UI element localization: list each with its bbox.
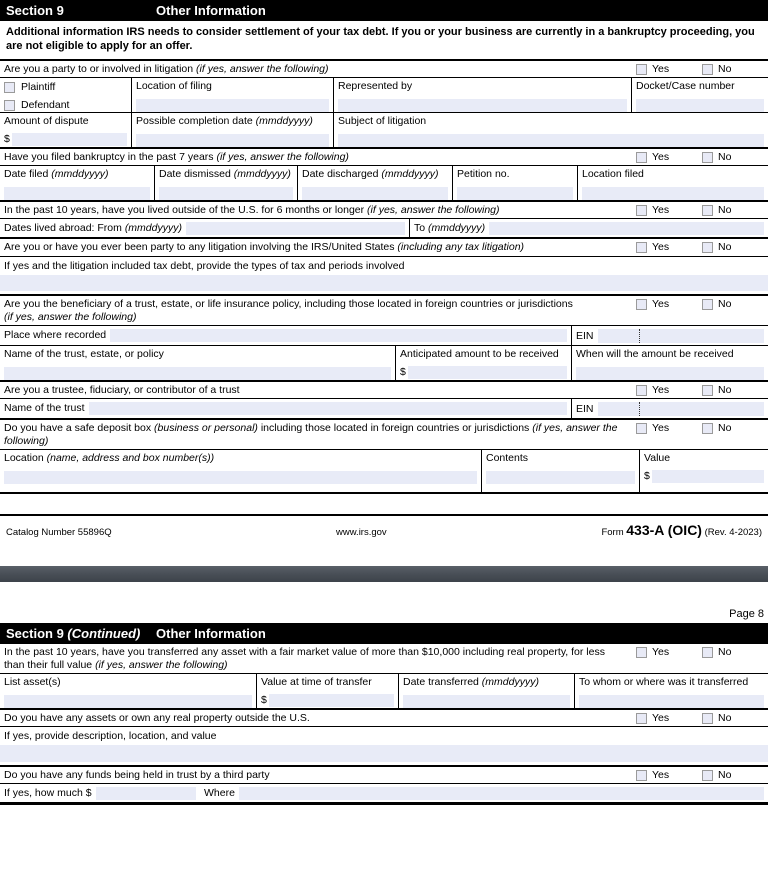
checkbox-icon[interactable] <box>636 423 647 434</box>
date-transferred-input[interactable] <box>403 695 570 708</box>
checkbox-icon[interactable] <box>702 152 713 163</box>
funds-where-label: Where <box>204 787 235 799</box>
checkbox-icon[interactable] <box>702 423 713 434</box>
checkbox-icon[interactable] <box>702 299 713 310</box>
name-of-trust-input[interactable] <box>89 402 567 415</box>
tax-debt-note-label: If yes and the litigation included tax debt, provide the types of tax and periods involved <box>4 260 405 272</box>
abroad-to-cell <box>410 219 768 237</box>
funds-in-trust-yes-label: Yes <box>652 769 670 781</box>
value-at-transfer-cell <box>257 674 399 708</box>
when-received-label: When will the amount be received <box>576 348 734 360</box>
foreign-assets-no-label: No <box>718 712 732 724</box>
ein-input[interactable] <box>598 329 764 343</box>
bankruptcy-no-label: No <box>718 151 732 163</box>
place-recorded-input[interactable] <box>110 329 567 342</box>
docket-case-number-input[interactable] <box>636 99 764 112</box>
funds-in-trust-no-label: No <box>718 769 732 781</box>
abroad-to-input[interactable] <box>489 222 764 235</box>
question-safe-deposit-label2: including those located in foreign countries or jurisdictions <box>257 422 533 434</box>
to-whom-transferred-label: To whom or where was it transferred <box>579 676 749 688</box>
litigation-dispute-row <box>0 113 768 149</box>
asset-transfer-no-option[interactable] <box>702 646 764 659</box>
date-discharged-hint: (mmddyyyy) <box>381 168 439 180</box>
date-filed-hint: (mmddyyyy) <box>51 168 109 180</box>
anticipated-amount-input[interactable] <box>408 366 567 379</box>
funds-how-much-input[interactable] <box>96 787 196 800</box>
name-of-trust-estate-input[interactable] <box>4 367 391 380</box>
question-bankruptcy-text <box>4 151 636 164</box>
location-of-filing-input[interactable] <box>136 99 329 112</box>
ein-label: EIN <box>576 402 594 415</box>
form-word: Form <box>601 527 627 538</box>
checkbox-icon[interactable] <box>636 647 647 658</box>
when-received-cell <box>572 346 768 380</box>
represented-by-input[interactable] <box>338 99 627 112</box>
yesno-lived-abroad <box>636 204 764 217</box>
funds-how-much-cell <box>0 784 200 802</box>
safe-deposit-no-label: No <box>718 422 732 434</box>
subject-of-litigation-input[interactable] <box>338 134 764 147</box>
foreign-assets-note-block <box>0 727 768 767</box>
yesno-foreign-assets <box>636 712 764 725</box>
question-beneficiary-label: Are you the beneficiary of a trust, estate, or life insurance policy, including those located in foreign countries or jurisdictions <box>4 298 573 310</box>
question-irs-litigation-hint: (including any tax litigation) <box>397 241 525 253</box>
question-trustee-row <box>0 382 768 399</box>
question-asset-transfer-label: In the past 10 years, have you transferred any asset with a fair market value of more than $10,000 including real property, for less than their full value <box>4 646 605 671</box>
date-transferred-hint: (mmddyyyy) <box>481 676 539 688</box>
ein-prefix-input[interactable] <box>598 402 640 416</box>
abroad-to-label: To <box>414 222 429 234</box>
funds-how-much-label: If yes, how much $ <box>4 787 92 799</box>
petition-no-input[interactable] <box>457 187 573 200</box>
ein-label: EIN <box>576 329 594 342</box>
question-irs-litigation-label: Are you or have you ever been party to any litigation involving the IRS/United States <box>4 241 398 253</box>
checkbox-icon[interactable] <box>636 770 647 781</box>
funds-where-input[interactable] <box>239 787 764 800</box>
safe-deposit-detail-row <box>0 450 768 494</box>
abroad-from-hint: (mmddyyyy) <box>124 222 182 234</box>
date-dismissed-cell <box>155 166 298 200</box>
question-litigation-row <box>0 61 768 78</box>
to-whom-transferred-cell <box>575 674 768 708</box>
form-revision: (Rev. 4-2023) <box>704 527 762 538</box>
checkbox-icon[interactable] <box>636 64 647 75</box>
ein-suffix-input[interactable] <box>640 402 764 416</box>
abroad-from-cell <box>0 219 410 237</box>
checkbox-icon[interactable] <box>636 385 647 396</box>
question-litigation-label: Are you a party to or involved in litigation <box>4 63 197 75</box>
possible-completion-date-label: Possible completion date <box>136 115 256 127</box>
yesno-safe-deposit <box>636 422 764 435</box>
defendant-label: Defendant <box>21 99 70 111</box>
location-of-filing-label: Location of filing <box>136 80 212 92</box>
date-discharged-cell <box>298 166 453 200</box>
question-foreign-assets-text: Do you have any assets or own any real property outside the U.S. <box>4 712 310 724</box>
safe-deposit-location-label: Location <box>4 452 47 464</box>
represented-by-cell <box>334 78 632 112</box>
location-filed-input[interactable] <box>582 187 764 200</box>
question-lived-abroad-row <box>0 202 768 219</box>
question-beneficiary-text <box>4 298 636 324</box>
checkbox-icon[interactable] <box>636 242 647 253</box>
tax-debt-note-block <box>0 256 768 296</box>
section-title: Other Information <box>156 3 266 18</box>
question-beneficiary-row <box>0 296 768 326</box>
question-funds-in-trust-text: Do you have any funds being held in trust by a third party <box>4 769 270 781</box>
lived-abroad-no-label: No <box>718 204 732 216</box>
date-dismissed-label: Date dismissed <box>159 168 234 180</box>
question-lived-abroad-hint: (if yes, answer the following) <box>367 204 500 216</box>
date-transferred-cell <box>399 674 575 708</box>
checkbox-icon[interactable] <box>702 713 713 724</box>
funds-amount-row <box>0 784 768 805</box>
docket-case-number-cell <box>632 78 768 112</box>
question-safe-deposit-row <box>0 420 768 450</box>
question-lived-abroad-text <box>4 204 636 217</box>
list-assets-label: List asset(s) <box>4 676 61 688</box>
list-assets-input[interactable] <box>4 695 252 708</box>
checkbox-icon[interactable] <box>702 205 713 216</box>
question-irs-litigation-text <box>4 241 636 254</box>
plaintiff-option[interactable] <box>4 81 127 94</box>
yesno-irs-litigation <box>636 241 764 254</box>
date-discharged-label: Date discharged <box>302 168 382 180</box>
question-asset-transfer-text <box>4 646 636 672</box>
safe-deposit-yes-option[interactable] <box>636 422 698 435</box>
anticipated-amount-cell <box>396 346 572 380</box>
yesno-litigation <box>636 63 764 76</box>
question-safe-deposit-label: Do you have a safe deposit box <box>4 422 155 434</box>
subject-of-litigation-cell <box>334 113 768 147</box>
question-trustee-text: Are you a trustee, fiduciary, or contributor of a trust <box>4 384 240 396</box>
safe-deposit-value-label: Value <box>644 452 671 464</box>
question-bankruptcy-row <box>0 149 768 166</box>
dollar-sign: $ <box>4 133 10 145</box>
question-litigation-hint: (if yes, answer the following) <box>196 63 329 75</box>
foreign-assets-yes-label: Yes <box>652 712 670 724</box>
lived-abroad-no-option[interactable] <box>702 204 764 217</box>
yesno-beneficiary <box>636 298 764 311</box>
trust-estate-policy-row <box>0 346 768 382</box>
petition-no-label: Petition no. <box>457 168 510 180</box>
question-litigation-text <box>4 63 636 76</box>
foreign-assets-note-label: If yes, provide description, location, and value <box>4 730 217 742</box>
beneficiary-no-option[interactable] <box>702 298 764 311</box>
party-type-cell <box>0 78 132 112</box>
funds-where-cell <box>200 784 768 802</box>
beneficiary-no-label: No <box>718 298 732 310</box>
abroad-from-label: Dates lived abroad: From <box>4 222 125 234</box>
ein-cell-1 <box>572 326 768 345</box>
safe-deposit-location-cell <box>0 450 482 492</box>
trustee-yes-option[interactable] <box>636 384 698 397</box>
question-irs-litigation-row <box>0 239 768 256</box>
safe-deposit-location-input[interactable] <box>4 471 477 484</box>
dollar-sign: $ <box>261 694 267 706</box>
yesno-funds-in-trust <box>636 769 764 782</box>
possible-completion-date-input[interactable] <box>136 134 329 147</box>
checkbox-icon[interactable] <box>4 100 15 111</box>
ein-cell-2 <box>572 399 768 418</box>
location-filed-cell <box>578 166 768 200</box>
checkbox-icon[interactable] <box>702 385 713 396</box>
bankruptcy-yes-option[interactable] <box>636 151 698 164</box>
checkbox-icon[interactable] <box>702 64 713 75</box>
date-dismissed-input[interactable] <box>159 187 293 200</box>
asset-transfer-detail-row <box>0 674 768 710</box>
checkbox-icon[interactable] <box>4 82 15 93</box>
checkbox-icon[interactable] <box>702 242 713 253</box>
safe-deposit-no-option[interactable] <box>702 422 764 435</box>
date-transferred-label: Date transferred <box>403 676 482 688</box>
question-safe-deposit-hint2: (if yes, answer the following) <box>4 422 618 447</box>
dates-lived-abroad-row <box>0 219 768 239</box>
question-safe-deposit-hint1: (business or personal) <box>154 422 258 434</box>
page-7-footer <box>0 514 768 552</box>
dollar-sign: $ <box>400 366 406 378</box>
section-title: Other Information <box>156 626 266 641</box>
safe-deposit-value-input[interactable] <box>652 470 764 483</box>
abroad-to-hint: (mmddyyyy) <box>428 222 486 234</box>
trustee-no-option[interactable] <box>702 384 764 397</box>
beneficiary-yes-label: Yes <box>652 298 670 310</box>
safe-deposit-contents-cell <box>482 450 640 492</box>
section-intro-text: Additional information IRS needs to consider settlement of your tax debt. If you or your business are currently in a bankruptcy proceeding, you are not eligible to apply for an offer. <box>0 21 768 61</box>
defendant-option[interactable] <box>4 99 127 112</box>
section-number-continued: Section 9 (Continued) <box>6 626 141 641</box>
question-bankruptcy-hint: (if yes, answer the following) <box>216 151 349 163</box>
place-recorded-cell <box>0 326 572 345</box>
bankruptcy-detail-row <box>0 166 768 202</box>
asset-transfer-yes-option[interactable] <box>636 646 698 659</box>
safe-deposit-yes-label: Yes <box>652 422 670 434</box>
ein-input[interactable] <box>598 402 764 416</box>
bankruptcy-yes-label: Yes <box>652 151 670 163</box>
value-at-transfer-label: Value at time of transfer <box>261 676 372 688</box>
safe-deposit-value-cell <box>640 450 768 492</box>
funds-in-trust-no-option[interactable] <box>702 769 764 782</box>
litigation-yes-option[interactable] <box>636 63 698 76</box>
checkbox-icon[interactable] <box>636 205 647 216</box>
question-safe-deposit-text <box>4 422 636 448</box>
checkbox-icon[interactable] <box>636 152 647 163</box>
date-filed-label: Date filed <box>4 168 52 180</box>
question-asset-transfer-row <box>0 644 768 674</box>
form-identifier <box>536 522 762 538</box>
form-number: 433-A (OIC) <box>626 522 702 538</box>
possible-completion-date-cell <box>132 113 334 147</box>
irs-litigation-no-option[interactable] <box>702 241 764 254</box>
litigation-no-label: No <box>718 63 732 75</box>
ein-prefix-input[interactable] <box>598 329 640 343</box>
abroad-from-input[interactable] <box>186 222 405 235</box>
catalog-number: Catalog Number 55896Q <box>6 527 112 538</box>
question-bankruptcy-label: Have you filed bankruptcy in the past 7 years <box>4 151 217 163</box>
location-of-filing-cell <box>132 78 334 112</box>
foreign-assets-no-option[interactable] <box>702 712 764 725</box>
date-discharged-input[interactable] <box>302 187 448 200</box>
plaintiff-label: Plaintiff <box>21 81 56 93</box>
question-lived-abroad-label: In the past 10 years, have you lived outside of the U.S. for 6 months or longer <box>4 204 368 216</box>
tax-debt-note-input[interactable] <box>0 275 768 291</box>
litigation-party-row <box>0 78 768 113</box>
date-filed-input[interactable] <box>4 187 150 200</box>
name-of-trust-cell <box>0 399 572 418</box>
beneficiary-yes-option[interactable] <box>636 298 698 311</box>
foreign-assets-yes-option[interactable] <box>636 712 698 725</box>
question-beneficiary-hint: (if yes, answer the following) <box>4 311 137 323</box>
asset-transfer-no-label: No <box>718 646 732 658</box>
yesno-asset-transfer <box>636 646 764 659</box>
when-received-input[interactable] <box>576 367 764 380</box>
place-recorded-label: Place where recorded <box>4 329 107 341</box>
amount-of-dispute-input[interactable] <box>12 133 127 146</box>
list-assets-cell <box>0 674 257 708</box>
safe-deposit-contents-label: Contents <box>486 452 529 464</box>
checkbox-icon[interactable] <box>702 647 713 658</box>
irs-litigation-no-label: No <box>718 241 732 253</box>
name-of-trust-label: Name of the trust <box>4 402 85 414</box>
yesno-bankruptcy <box>636 151 764 164</box>
dollar-sign: $ <box>644 470 650 482</box>
question-foreign-assets-row <box>0 710 768 727</box>
place-recorded-row <box>0 326 768 346</box>
represented-by-label: Represented by <box>338 80 413 92</box>
checkbox-icon[interactable] <box>636 299 647 310</box>
lived-abroad-yes-label: Yes <box>652 204 670 216</box>
amount-of-dispute-cell <box>0 113 132 147</box>
amount-of-dispute-label: Amount of dispute <box>4 115 89 127</box>
lived-abroad-yes-option[interactable] <box>636 204 698 217</box>
name-of-trust-estate-label: Name of the trust, estate, or policy <box>4 348 164 360</box>
safe-deposit-location-hint: (name, address and box number(s)) <box>46 452 215 464</box>
section-9-continued-header <box>0 623 768 644</box>
anticipated-amount-label: Anticipated amount to be received <box>400 348 559 360</box>
safe-deposit-contents-input[interactable] <box>486 471 635 484</box>
asset-transfer-yes-label: Yes <box>652 646 670 658</box>
possible-completion-date-hint: (mmddyyyy) <box>255 115 313 127</box>
question-funds-in-trust-row <box>0 767 768 784</box>
page-number: Page 8 <box>729 608 764 620</box>
foreign-assets-note-input[interactable] <box>0 745 768 762</box>
value-at-transfer-input[interactable] <box>269 694 394 707</box>
page-divider-band <box>0 566 768 582</box>
question-asset-transfer-hint: (if yes, answer the following) <box>95 659 228 671</box>
petition-no-cell <box>453 166 578 200</box>
checkbox-icon[interactable] <box>702 770 713 781</box>
irs-website-link[interactable]: www.irs.gov <box>336 527 387 538</box>
name-of-trust-row <box>0 399 768 420</box>
section-9-header <box>0 0 768 21</box>
litigation-yes-label: Yes <box>652 63 670 75</box>
date-filed-cell <box>0 166 155 200</box>
form-page-8 <box>0 582 768 805</box>
ein-suffix-input[interactable] <box>640 329 764 343</box>
to-whom-transferred-input[interactable] <box>579 695 764 708</box>
location-filed-label: Location filed <box>582 168 644 180</box>
date-dismissed-hint: (mmddyyyy) <box>233 168 291 180</box>
docket-case-number-label: Docket/Case number <box>636 80 735 92</box>
litigation-no-option[interactable] <box>702 63 764 76</box>
irs-litigation-yes-option[interactable] <box>636 241 698 254</box>
section-number: Section 9 <box>6 3 64 18</box>
yesno-trustee <box>636 384 764 397</box>
trustee-no-label: No <box>718 384 732 396</box>
subject-of-litigation-label: Subject of litigation <box>338 115 427 127</box>
bankruptcy-no-option[interactable] <box>702 151 764 164</box>
funds-in-trust-yes-option[interactable] <box>636 769 698 782</box>
checkbox-icon[interactable] <box>636 713 647 724</box>
trustee-yes-label: Yes <box>652 384 670 396</box>
name-of-trust-estate-cell <box>0 346 396 380</box>
irs-litigation-yes-label: Yes <box>652 241 670 253</box>
